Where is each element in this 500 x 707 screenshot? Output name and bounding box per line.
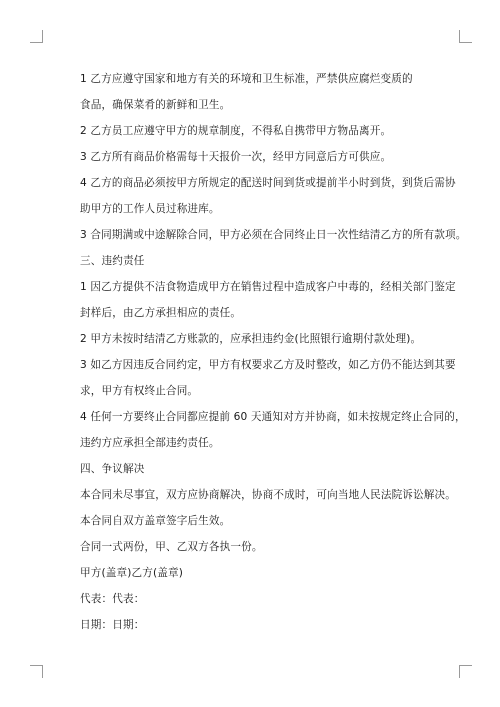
section-heading: 四、争议解决	[80, 463, 145, 475]
clause-line: 1 乙方应遵守国家和地方有关的环境和卫生标准，严禁供应腐烂变质的	[80, 73, 413, 85]
signature-date-line: 日期：日期：	[80, 619, 145, 631]
clause-line: 封样后，由乙方承担相应的责任。	[80, 307, 242, 319]
clause-line: 1 因乙方提供不洁食物造成甲方在销售过程中造成客户中毒的，经相关部门鉴定	[80, 281, 456, 293]
clause-line: 4 乙方的商品必须按甲方所规定的配送时间到货或提前半小时到货，到货后需协	[80, 177, 456, 189]
page-corner-mark-bottom-left	[30, 665, 43, 678]
clause-line: 2 甲方未按时结清乙方账款的，应承担违约金(比照银行逾期付款处理)。	[80, 333, 422, 345]
page-corner-mark-bottom-right	[459, 665, 472, 678]
page-corner-mark-top-left	[30, 30, 43, 43]
document-body	[80, 66, 467, 638]
section-heading: 三、违约责任	[80, 255, 145, 267]
clause-line: 3 乙方所有商品价格需每十天报价一次，经甲方同意后方可供应。	[80, 151, 392, 163]
clause-line: 食品，确保菜肴的新鲜和卫生。	[80, 99, 231, 111]
clause-line: 2 乙方员工应遵守甲方的规章制度，不得私自携带甲方物品离开。	[80, 125, 392, 137]
signature-parties-line: 甲方(盖章)乙方(盖章)	[80, 567, 184, 579]
page-corner-mark-top-right	[459, 30, 472, 43]
clause-line: 3 合同期满或中途解除合同，甲方必须在合同终止日一次性结清乙方的所有款项。	[80, 229, 467, 241]
clause-line: 助甲方的工作人员过称进库。	[80, 203, 220, 215]
clause-line: 本合同未尽事宜，双方应协商解决，协商不成时，可向当地人民法院诉讼解决。	[80, 489, 457, 501]
clause-line: 本合同自双方盖章签字后生效。	[80, 515, 231, 527]
clause-line: 4 任何一方要终止合同都应提前 60 天通知对方并协商，如未按规定终止合同的，	[80, 411, 466, 423]
clause-line: 求，甲方有权终止合同。	[80, 385, 199, 397]
signature-representative-line: 代表：代表：	[80, 593, 145, 605]
clause-line: 3 如乙方因违反合同约定，甲方有权要求乙方及时整改，如乙方仍不能达到其要	[80, 359, 456, 371]
clause-line: 违约方应承担全部违约责任。	[80, 437, 220, 449]
clause-line: 合同一式两份，甲、乙双方各执一份。	[80, 541, 263, 553]
